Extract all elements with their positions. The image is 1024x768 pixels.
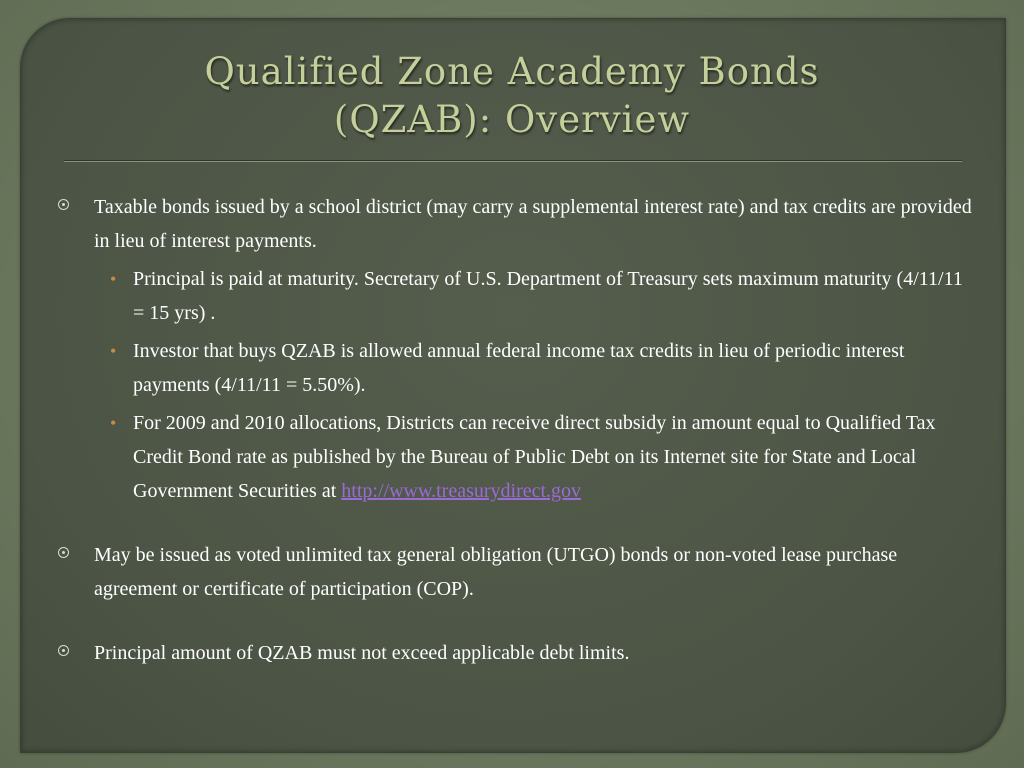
small-dot-icon: • bbox=[110, 269, 117, 289]
bullet-text: Principal amount of QZAB must not exceed applicable debt limits. bbox=[94, 642, 630, 664]
title-line-1: Qualified Zone Academy Bonds bbox=[204, 50, 820, 93]
sub-bullet-item bbox=[58, 334, 978, 402]
bullet-list bbox=[58, 190, 978, 670]
sub-bullet-item bbox=[58, 406, 978, 508]
sub-bullet-text: Principal is paid at maturity. Secretary of U.S. Department of Treasury sets maximum maturity (4/11/11 = 15 yrs) . bbox=[133, 268, 963, 324]
spacer bbox=[58, 508, 978, 538]
circled-dot-icon bbox=[58, 547, 69, 558]
circled-dot-icon bbox=[58, 645, 69, 656]
sub-bullet-text: For 2009 and 2010 allocations, Districts can receive direct subsidy in amount equal to Qualified Tax Credit Bond rate as published by the Bureau of Public Debt on its Internet site for State and Local Government Securities at bbox=[133, 412, 936, 502]
spacer bbox=[58, 606, 978, 636]
title-divider bbox=[64, 160, 962, 162]
bullet-item bbox=[58, 636, 978, 670]
sub-bullet-item bbox=[58, 262, 978, 330]
bullet-text: May be issued as voted unlimited tax general obligation (UTGO) bonds or non-voted lease purchase agreement or certificate of participation (COP). bbox=[94, 544, 898, 600]
sub-bullet-text: Investor that buys QZAB is allowed annual federal income tax credits in lieu of periodic interest payments (4/11/11 = 5.50%). bbox=[133, 340, 905, 396]
bullet-item bbox=[58, 190, 978, 258]
small-dot-icon: • bbox=[110, 341, 117, 361]
small-dot-icon: • bbox=[110, 413, 117, 433]
circled-dot-icon bbox=[58, 199, 69, 210]
bullet-text: Taxable bonds issued by a school district (may carry a supplemental interest rate) and tax credits are provided in lieu of interest payments. bbox=[94, 196, 972, 252]
bullet-item bbox=[58, 538, 978, 606]
slide-title bbox=[0, 48, 1024, 144]
title-line-2: (QZAB): Overview bbox=[333, 98, 691, 141]
treasury-direct-link[interactable]: http://www.treasurydirect.gov bbox=[341, 480, 582, 502]
